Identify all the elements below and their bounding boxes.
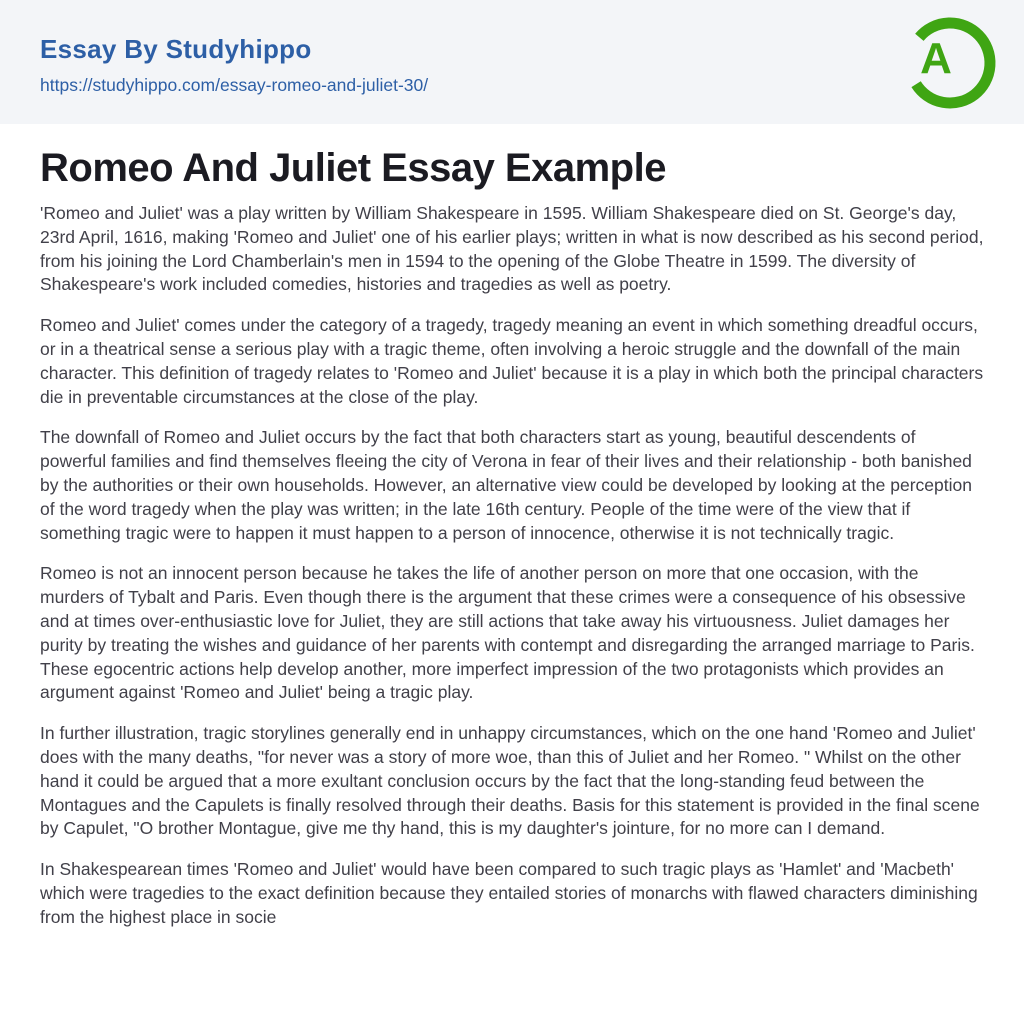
byline-link[interactable]: Essay By Studyhippo bbox=[40, 34, 312, 64]
essay-paragraph-4: Romeo is not an innocent person because he takes the life of another person on more that one occasion, with the murders of Tybalt and Paris. Even though there is the argument that these crimes were a consequence of his obsessive and at times over-enthusiastic love for Juliet, they are still actions that take away his virtuousness. Juliet damages her purity by treating the wishes and guidance of her parents with contempt and disregarding the arranged marriage to Paris. These egocentric actions help develop another, more imperfect impression of the two protagonists which provides an argument against 'Romeo and Juliet' being a tragic play. bbox=[40, 563, 975, 703]
essay-paragraph-2: Romeo and Juliet' comes under the category of a tragedy, tragedy meaning an event in which something dreadful occurs, or in a theatrical sense a serious play with a tragic theme, often involving a heroic struggle and the downfall of the main character. This definition of tragedy relates to 'Romeo and Juliet' because it is a play in which both the principal characters die in preventable circumstances at the close of the play. bbox=[40, 315, 984, 407]
article-title: Romeo And Juliet Essay Example bbox=[40, 146, 666, 190]
article bbox=[0, 124, 1010, 930]
studyhippo-logo[interactable] bbox=[902, 15, 998, 111]
essay-paragraph-3: The downfall of Romeo and Juliet occurs by the fact that both characters start as young, beautiful descendents of powerful families and find themselves fleeing the city of Verona in fear of their lives and their relationship - both banished by the authorities or their own households. However, an alternative view could be developed by looking at the perception of the word tragedy when the play was written; in the late 16th century. People of the time were of the view that if something tragic were to happen it must happen to a person of innocence, otherwise it is not technically tragic. bbox=[40, 427, 972, 543]
essay-body bbox=[40, 202, 986, 930]
logo-letter: A bbox=[920, 34, 952, 83]
studyhippo-logo-icon bbox=[902, 15, 998, 111]
essay-paragraph-5: In further illustration, tragic storylines generally end in unhappy circumstances, which on the one hand 'Romeo and Juliet' does with the many deaths, "for never was a story of more woe, than this of Juliet and her Romeo. " Whilst on the other hand it could be argued that a more exultant conclusion occurs by the fact that the long-standing feud between the Montagues and the Capulets is finally resolved through their deaths. Basis for this statement is provided in the final scene by Capulet, "O brother Montague, give me thy hand, this is my daughter's jointure, for no more can I demand. bbox=[40, 723, 980, 839]
header-text-block bbox=[40, 28, 428, 96]
essay-paragraph-6: In Shakespearean times 'Romeo and Juliet' would have been compared to such tragic plays as 'Hamlet' and 'Macbeth' which were tragedies to the exact definition because they entailed stories of monarchs with flawed characters diminishing from the highest place in socie bbox=[40, 859, 978, 927]
page-url-link[interactable]: https://studyhippo.com/essay-romeo-and-juliet-30/ bbox=[40, 75, 429, 95]
essay-paragraph-1: 'Romeo and Juliet' was a play written by William Shakespeare in 1595. William Shakespeare died on St. George's day, 23rd April, 1616, making 'Romeo and Juliet' one of his earlier plays; written in what is now described as his second period, from his joining the Lord Chamberlain's men in 1594 to the opening of the Globe Theatre in 1599. The diversity of Shakespeare's work included comedies, histories and tragedies as well as poetry. bbox=[40, 203, 984, 295]
page-header bbox=[0, 0, 1024, 124]
